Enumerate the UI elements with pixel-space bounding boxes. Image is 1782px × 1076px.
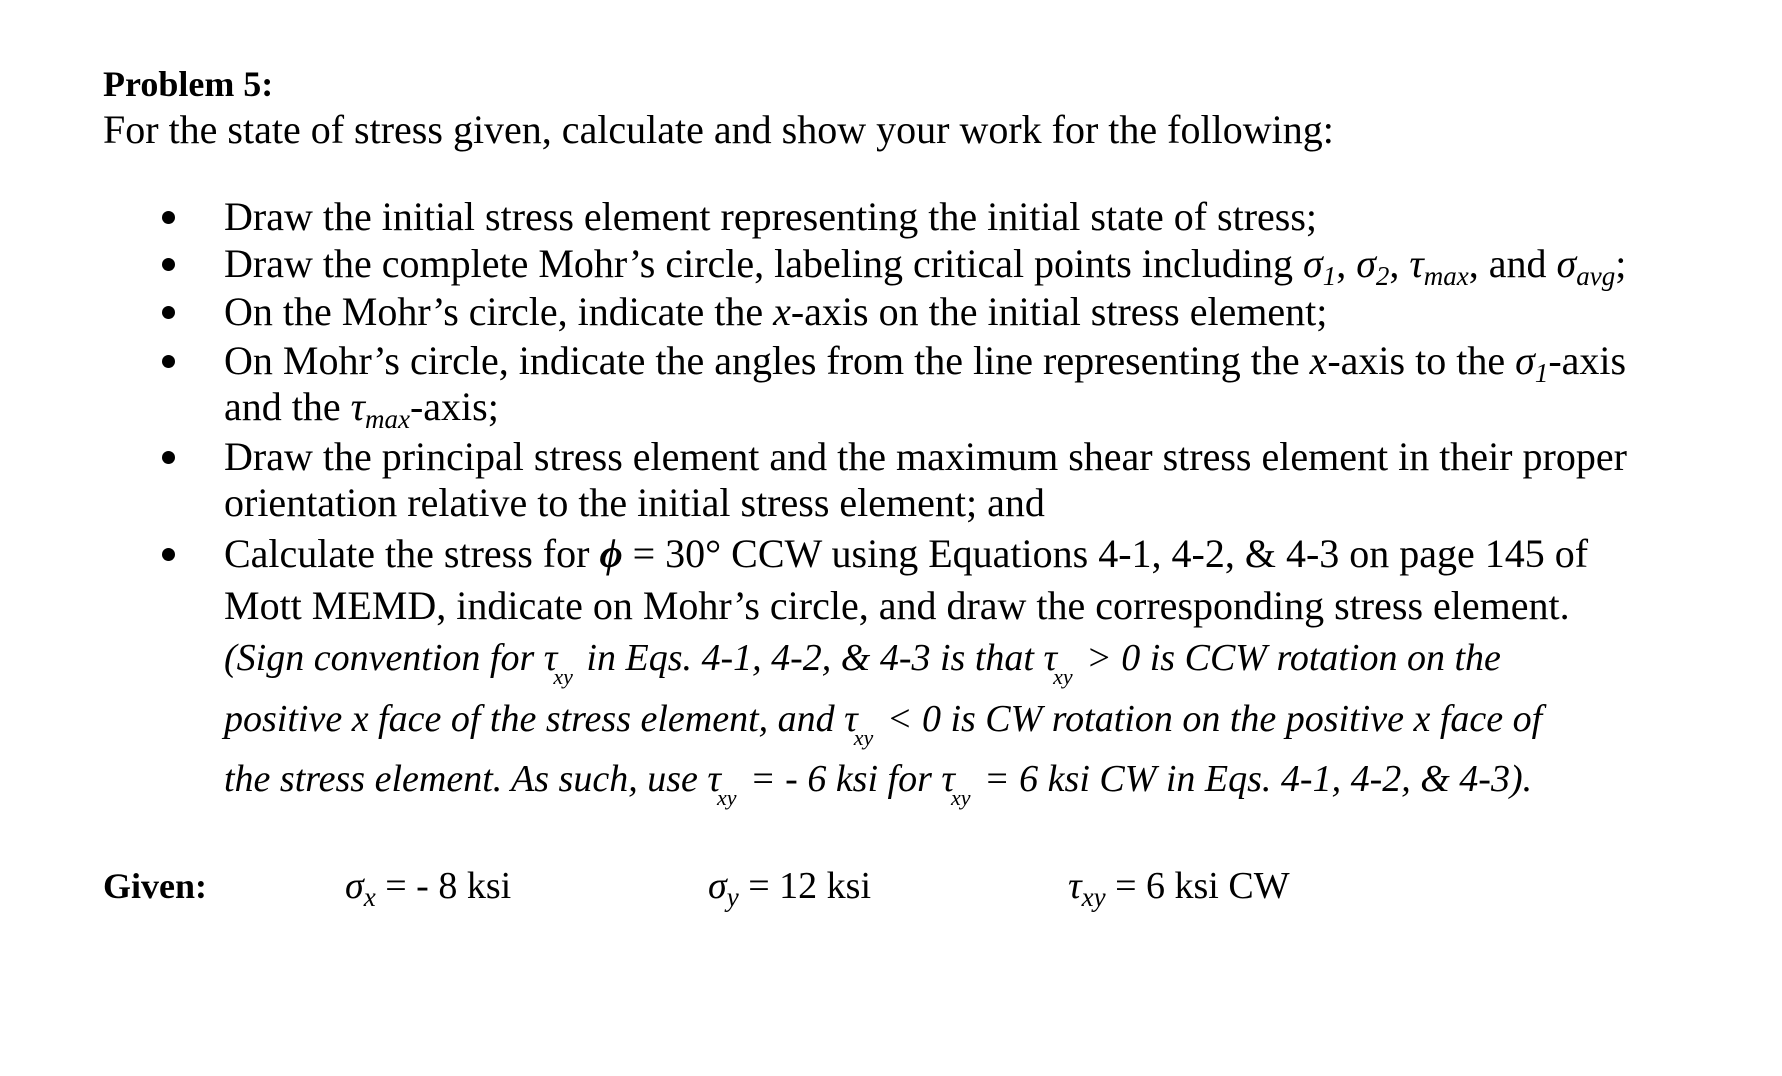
subscript: xy [1081, 882, 1106, 912]
tau-symbol: τ [1043, 637, 1058, 679]
bullet-3-text [224, 289, 1327, 335]
sigma-symbol: σ [1556, 241, 1577, 286]
subscript: max [1423, 261, 1469, 291]
given-tau-xy [1068, 864, 1290, 911]
subscript: 2 [1375, 261, 1390, 291]
sigma-symbol: σ [1356, 241, 1376, 286]
subscript: xy [853, 725, 874, 750]
sigma-symbol: σ [708, 865, 727, 907]
subscript: x [363, 882, 376, 912]
text-run: and the [224, 384, 351, 429]
sigma-symbol: σ [345, 865, 364, 907]
subscript: 1 [1322, 261, 1337, 291]
subscript: xy [950, 785, 971, 810]
tau-symbol: τ [1068, 865, 1082, 907]
text-run: Calculate the stress for [224, 531, 600, 576]
text-run: > 0 is CCW rotation on the [1076, 637, 1501, 679]
text-run: -axis [1548, 338, 1627, 383]
tau-symbol: τ [350, 384, 365, 429]
bullet-5-line-1: Draw the principal stress element and the maximum shear stress element in their proper [224, 434, 1627, 479]
text-run: ; [1615, 241, 1627, 286]
tau-symbol: τ [1409, 241, 1424, 286]
problem-title: Problem 5: [103, 64, 274, 104]
bullet-dot [162, 451, 175, 464]
bullet-2-text [224, 241, 1626, 291]
given-value: = 6 ksi CW [1105, 865, 1290, 907]
given-value: = 12 ksi [738, 865, 872, 907]
text-run: -axis on the initial stress element; [790, 289, 1328, 334]
text-run: = 6 ksi CW in Eqs. 4-1, 4-2, & 4-3). [974, 758, 1533, 800]
subscript: xy [1053, 664, 1073, 689]
tau-symbol: τ [844, 698, 858, 740]
given-value: = - 8 ksi [375, 865, 512, 907]
bullet-1-text: Draw the initial stress element representing the initial state of stress; [224, 194, 1318, 239]
problem-intro: For the state of stress given, calculate and show your work for the following: [103, 107, 1334, 152]
sigma-symbol: σ [1515, 338, 1535, 383]
text-run: On Mohr’s circle, indicate the angles from the line representing the [224, 338, 1310, 383]
text-run: , [1389, 241, 1410, 286]
bullet-dot [162, 548, 175, 561]
text-run: in Eqs. 4-1, 4-2, & 4-3 is that [576, 637, 1044, 679]
bullet-dot [162, 306, 175, 319]
tau-symbol: τ [707, 758, 721, 800]
subscript: xy [716, 785, 737, 810]
text-run: Draw the complete Mohr’s circle, labeling critical points including [224, 241, 1303, 286]
subscript: avg [1576, 261, 1616, 291]
text-run: , and [1468, 241, 1557, 286]
tau-symbol: τ [543, 637, 558, 679]
subscript: y [726, 882, 739, 912]
text-run: the stress element. As such, use [224, 758, 708, 800]
subscript: max [364, 404, 410, 434]
bullet-dot [162, 258, 175, 271]
tau-symbol: τ [941, 758, 955, 800]
x-symbol: x [773, 289, 791, 334]
text-run: < 0 is CW rotation on the positive x face of [877, 698, 1543, 740]
text-run: = 30° CCW using Equations 4-1, 4-2, & 4-3 on page 145 of [622, 531, 1589, 576]
bullet-dot [162, 211, 175, 224]
bullet-6-line-1 [224, 531, 1588, 577]
text-run: -axis; [409, 384, 499, 429]
phi-symbol: ϕ [599, 531, 623, 576]
bullet-6-line-4 [224, 696, 1543, 750]
text-run: , [1336, 241, 1357, 286]
given-label: Given: [103, 866, 207, 906]
text-run: -axis to the [1327, 338, 1516, 383]
bullet-6-line-2: Mott MEMD, indicate on Mohr’s circle, and draw the corresponding stress element. [224, 583, 1570, 628]
subscript: 1 [1534, 358, 1549, 388]
bullet-5-line-2: orientation relative to the initial stress element; and [224, 480, 1045, 525]
x-symbol: x [1309, 338, 1328, 383]
bullet-6-line-5 [224, 756, 1533, 810]
bullet-4-line-2 [224, 384, 499, 434]
text-run: On the Mohr’s circle, indicate the [224, 289, 774, 334]
text-run: positive x face of the stress element, and [224, 698, 845, 740]
subscript: xy [553, 664, 573, 689]
bullet-dot [162, 355, 175, 368]
bullet-4-line-1 [224, 338, 1626, 388]
given-sigma-x [345, 864, 511, 911]
bullet-6-line-3 [224, 635, 1501, 689]
text-run: (Sign convention for [224, 637, 544, 679]
text-run: = - 6 ksi for [740, 758, 942, 800]
sigma-symbol: σ [1302, 241, 1323, 286]
given-sigma-y [708, 864, 871, 911]
